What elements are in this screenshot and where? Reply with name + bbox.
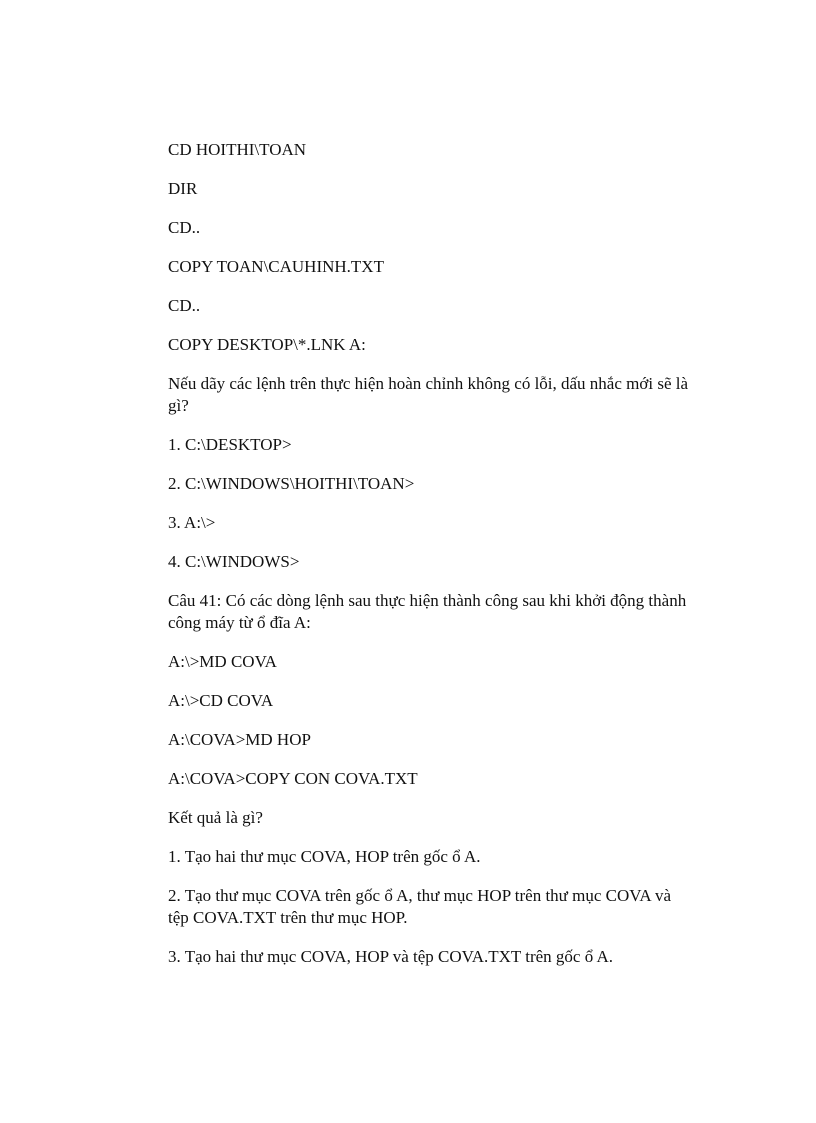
command-line: CD.. <box>168 296 201 315</box>
command-line: CD.. <box>168 218 201 237</box>
command-line: COPY TOAN\CAUHINH.TXT <box>168 257 384 276</box>
document-body <box>168 139 693 985</box>
command-line: COPY DESKTOP\*.LNK A: <box>168 335 366 354</box>
question-text: Kết quả là gì? <box>168 808 263 827</box>
command-line: DIR <box>168 179 198 198</box>
question-text: Nếu dãy các lệnh trên thực hiện hoàn chỉnh không có lỗi, dấu nhắc mới sẽ là gì? <box>168 374 693 415</box>
answer-option: 2. Tạo thư mục COVA trên gốc ổ A, thư mục HOP trên thư mục COVA và tệp COVA.TXT trên thư mục HOP. <box>168 886 676 927</box>
answer-option: 1. Tạo hai thư mục COVA, HOP trên gốc ổ A. <box>168 847 481 866</box>
answer-option: 3. Tạo hai thư mục COVA, HOP và tệp COVA.TXT trên gốc ổ A. <box>168 947 614 966</box>
answer-option: 3. A:\> <box>168 513 216 532</box>
command-line: A:\COVA>COPY CON COVA.TXT <box>168 769 418 788</box>
answer-option: 2. C:\WINDOWS\HOITHI\TOAN> <box>168 474 415 493</box>
command-line: A:\>MD COVA <box>168 652 277 671</box>
answer-option: 1. C:\DESKTOP> <box>168 435 292 454</box>
answer-option: 4. C:\WINDOWS> <box>168 552 300 571</box>
question-text: Câu 41: Có các dòng lệnh sau thực hiện thành công sau khi khởi động thành công máy từ ổ đĩa A: <box>168 591 691 632</box>
command-line: A:\>CD COVA <box>168 691 274 710</box>
command-line: A:\COVA>MD HOP <box>168 730 311 749</box>
command-line: CD HOITHI\TOAN <box>168 140 307 159</box>
